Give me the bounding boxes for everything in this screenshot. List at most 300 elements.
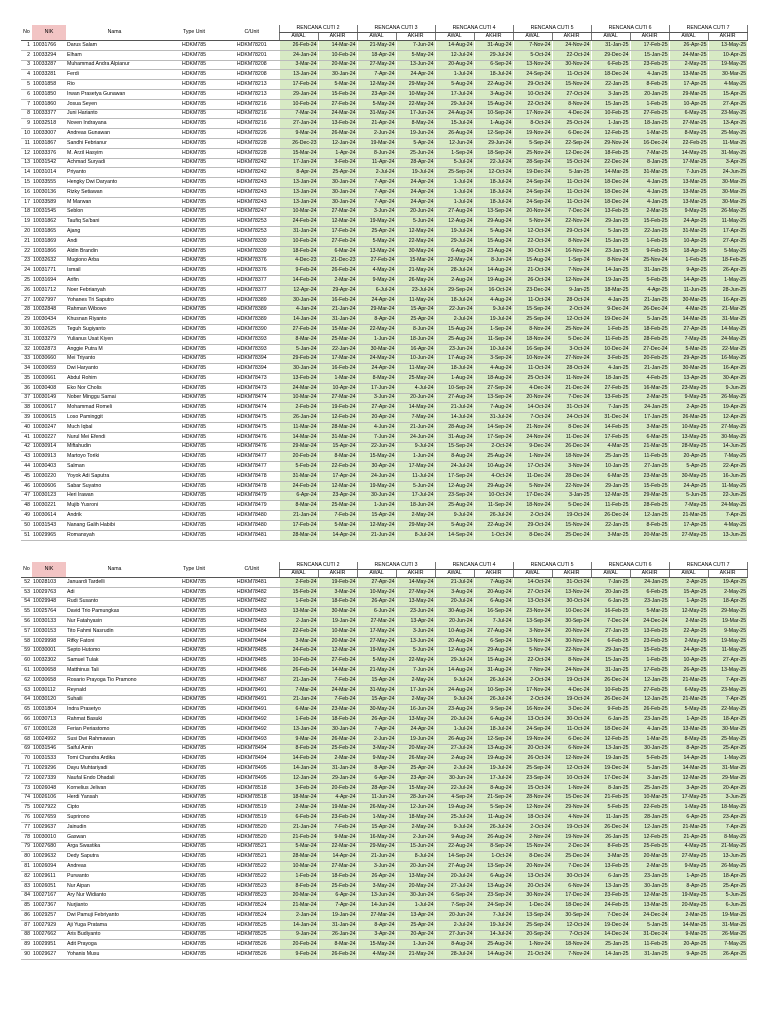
cell-awal-date: 8-Apr-24 bbox=[279, 168, 318, 178]
cell-akhir-date: 15-Aug-24 bbox=[474, 99, 513, 109]
cell-awal-date: 2-Feb-24 bbox=[279, 578, 318, 588]
cell-akhir-date: 26-Apr-25 bbox=[708, 950, 747, 960]
cell-awal-date: 3-Aug-24 bbox=[435, 587, 474, 597]
cell-awal-date: 9-May-25 bbox=[669, 393, 708, 403]
cell-awal-date: 9-Apr-25 bbox=[669, 950, 708, 960]
cell-akhir-date: 12-Nov-24 bbox=[552, 754, 591, 764]
table-row bbox=[21, 246, 747, 256]
cell-akhir-date: 11-Sep-24 bbox=[474, 334, 513, 344]
col-akhir: AKHIR bbox=[708, 570, 747, 578]
cell-no: 85 bbox=[21, 901, 32, 911]
cell-akhir-date: 25-Jun-24 bbox=[396, 148, 435, 158]
cell-nik: 10030247 bbox=[32, 423, 66, 433]
cell-akhir-date: 30-May-24 bbox=[396, 246, 435, 256]
cell-type-unit: HDKM785 bbox=[163, 578, 225, 588]
table-row bbox=[21, 442, 747, 452]
col-no: No bbox=[21, 562, 32, 578]
table-row bbox=[21, 89, 747, 99]
cell-akhir-date: 7-Apr-24 bbox=[318, 901, 357, 911]
cell-awal-date: 12-Aug-24 bbox=[435, 481, 474, 491]
cell-no: 74 bbox=[21, 793, 32, 803]
cell-awal-date: 18-Jul-24 bbox=[435, 295, 474, 305]
cell-no: 90 bbox=[21, 950, 32, 960]
col-akhir: AKHIR bbox=[552, 33, 591, 41]
cell-akhir-date: 9-Jun-25 bbox=[708, 383, 747, 393]
cell-akhir-date: 26-Mar-25 bbox=[708, 930, 747, 940]
cell-type-unit: HDKM785 bbox=[163, 597, 225, 607]
table-header bbox=[21, 562, 747, 578]
cell-type-unit: HDKM785 bbox=[163, 295, 225, 305]
cell-nik: 10033294 bbox=[32, 50, 66, 60]
col-akhir: AKHIR bbox=[630, 33, 669, 41]
cell-akhir-date: 24-Apr-24 bbox=[396, 187, 435, 197]
cell-akhir-date: 29-Aug-24 bbox=[474, 481, 513, 491]
cell-akhir-date: 11-Oct-24 bbox=[552, 178, 591, 188]
cell-awal-date: 30-Jun-24 bbox=[435, 773, 474, 783]
table-row bbox=[21, 511, 747, 521]
cell-awal-date: 6-Jan-25 bbox=[591, 715, 630, 725]
cell-awal-date: 18-Feb-25 bbox=[591, 148, 630, 158]
cell-awal-date: 6-May-25 bbox=[669, 109, 708, 119]
cell-awal-date: 4-Jan-24 bbox=[279, 305, 318, 315]
cell-c-unit: HDKM78377 bbox=[225, 285, 279, 295]
table-row bbox=[21, 158, 747, 168]
cell-awal-date: 24-Apr-25 bbox=[669, 217, 708, 227]
cell-akhir-date: 20-Mar-25 bbox=[630, 852, 669, 862]
cell-akhir-date: 17-Mar-24 bbox=[318, 354, 357, 364]
cell-nama: Rosario Prayoga Tio Pramono bbox=[66, 675, 163, 685]
cell-akhir-date: 12-Jan-25 bbox=[630, 675, 669, 685]
cell-no: 33 bbox=[21, 354, 32, 364]
cell-nama: Aji Yuga Pratama bbox=[66, 920, 163, 930]
cell-akhir-date: 22-Feb-24 bbox=[318, 462, 357, 472]
cell-awal-date: 21-Jul-24 bbox=[435, 578, 474, 588]
cell-awal-date: 15-Apr-25 bbox=[669, 587, 708, 597]
cell-akhir-date: 7-Feb-24 bbox=[318, 822, 357, 832]
col-group-cuti-2: RENCANA CUTI 2 bbox=[279, 562, 357, 570]
cell-awal-date: 28-Aug-24 bbox=[435, 423, 474, 433]
cell-akhir-date: 21-Jun-24 bbox=[396, 423, 435, 433]
cell-akhir-date: 25-Nov-24 bbox=[630, 256, 669, 266]
cell-awal-date: 18-Mar-24 bbox=[279, 793, 318, 803]
cell-akhir-date: 18-Nov-24 bbox=[552, 452, 591, 462]
cell-awal-date: 7-Apr-24 bbox=[357, 197, 396, 207]
cell-akhir-date: 10-Sep-24 bbox=[474, 109, 513, 119]
cell-akhir-date: 26-Jan-24 bbox=[318, 930, 357, 940]
cell-akhir-date: 19-Feb-24 bbox=[318, 578, 357, 588]
cell-akhir-date: 28-Feb-25 bbox=[630, 334, 669, 344]
cell-type-unit: HDKM785 bbox=[163, 626, 225, 636]
cell-awal-date: 21-May-24 bbox=[357, 666, 396, 676]
cell-akhir-date: 12-Oct-24 bbox=[552, 315, 591, 325]
cell-akhir-date: 26-Mar-24 bbox=[318, 734, 357, 744]
cell-type-unit: HDKM785 bbox=[163, 364, 225, 374]
cell-awal-date: 6-Mar-25 bbox=[591, 472, 630, 482]
cell-akhir-date: 8-Jan-25 bbox=[630, 158, 669, 168]
cell-type-unit: HDKM785 bbox=[163, 276, 225, 286]
cell-akhir-date: 4-Oct-24 bbox=[474, 472, 513, 482]
cell-nama: Abdul Rohim bbox=[66, 374, 163, 384]
cell-awal-date: 29-Apr-25 bbox=[669, 354, 708, 364]
cell-nik: 10029257 bbox=[32, 911, 66, 921]
col-akhir: AKHIR bbox=[318, 33, 357, 41]
cell-akhir-date: 5-Feb-25 bbox=[630, 276, 669, 286]
cell-nama: Susi Dwi Rahmawan bbox=[66, 734, 163, 744]
cell-awal-date: 29-Jul-24 bbox=[435, 656, 474, 666]
col-group-cuti-4: RENCANA CUTI 4 bbox=[435, 562, 513, 570]
cell-c-unit: HDKM78477 bbox=[225, 452, 279, 462]
cell-type-unit: HDKM785 bbox=[163, 715, 225, 725]
cell-awal-date: 3-Jun-24 bbox=[357, 393, 396, 403]
cell-type-unit: HDKM785 bbox=[163, 754, 225, 764]
cell-akhir-date: 22-Jan-25 bbox=[630, 227, 669, 237]
cell-akhir-date: 23-Feb-25 bbox=[630, 636, 669, 646]
cell-akhir-date: 12-Jan-24 bbox=[318, 138, 357, 148]
cell-nik: 10030001 bbox=[32, 646, 66, 656]
leave-plan-table-part-2 bbox=[21, 562, 747, 960]
cell-akhir-date: 15-Apr-24 bbox=[318, 442, 357, 452]
cell-c-unit: HDKM78484 bbox=[225, 636, 279, 646]
cell-akhir-date: 25-Apr-24 bbox=[318, 168, 357, 178]
cell-nik: 10026094 bbox=[32, 862, 66, 872]
cell-akhir-date: 20-May-24 bbox=[396, 881, 435, 891]
cell-awal-date: 19-May-25 bbox=[669, 891, 708, 901]
cell-awal-date: 14-May-25 bbox=[669, 148, 708, 158]
cell-akhir-date: 22-Jul-24 bbox=[474, 158, 513, 168]
cell-awal-date: 29-Jul-24 bbox=[435, 236, 474, 246]
cell-c-unit: HDKM78486 bbox=[225, 666, 279, 676]
cell-nik: 10032302 bbox=[32, 656, 66, 666]
col-group-cuti-3: RENCANA CUTI 3 bbox=[357, 25, 435, 33]
cell-nama: Sandhi Febrianur bbox=[66, 138, 163, 148]
cell-akhir-date: 22-May-25 bbox=[708, 705, 747, 715]
cell-awal-date: 31-Jan-24 bbox=[279, 227, 318, 237]
cell-awal-date: 15-May-24 bbox=[357, 940, 396, 950]
cell-type-unit: HDKM785 bbox=[163, 530, 225, 540]
cell-type-unit: HDKM785 bbox=[163, 773, 225, 783]
cell-akhir-date: 3-Mar-25 bbox=[630, 423, 669, 433]
cell-akhir-date: 19-Jul-24 bbox=[474, 764, 513, 774]
cell-akhir-date: 22-May-24 bbox=[396, 236, 435, 246]
cell-nama: Juni Harianto bbox=[66, 109, 163, 119]
cell-akhir-date: 28-Apr-24 bbox=[396, 158, 435, 168]
cell-akhir-date: 10-Dec-24 bbox=[552, 607, 591, 617]
cell-no: 5 bbox=[21, 80, 32, 90]
cell-akhir-date: 25-Mar-24 bbox=[318, 334, 357, 344]
cell-awal-date: 12-Jul-24 bbox=[435, 50, 474, 60]
cell-no: 50 bbox=[21, 521, 32, 531]
cell-no: 15 bbox=[21, 178, 32, 188]
cell-awal-date: 2-Nov-24 bbox=[513, 832, 552, 842]
cell-awal-date: 12-May-24 bbox=[357, 80, 396, 90]
cell-awal-date: 31-May-24 bbox=[357, 685, 396, 695]
cell-awal-date: 24-Feb-24 bbox=[279, 646, 318, 656]
cell-awal-date: 10-Feb-24 bbox=[279, 656, 318, 666]
table-row bbox=[21, 374, 747, 384]
cell-awal-date: 19-Mar-24 bbox=[357, 138, 396, 148]
table-row bbox=[21, 80, 747, 90]
cell-akhir-date: 22-Jan-24 bbox=[318, 344, 357, 354]
cell-awal-date: 15-Jul-24 bbox=[435, 119, 474, 129]
cell-nik: 10030010 bbox=[32, 832, 66, 842]
cell-nik: 10031858 bbox=[32, 80, 66, 90]
cell-awal-date: 10-Dec-24 bbox=[591, 344, 630, 354]
cell-awal-date: 14-Feb-24 bbox=[279, 276, 318, 286]
cell-no: 87 bbox=[21, 920, 32, 930]
cell-awal-date: 21-Nov-24 bbox=[513, 423, 552, 433]
cell-akhir-date: 29-May-24 bbox=[396, 521, 435, 531]
cell-awal-date: 22-Jun-24 bbox=[357, 442, 396, 452]
cell-akhir-date: 26-Jul-24 bbox=[474, 822, 513, 832]
cell-akhir-date: 23-Mar-24 bbox=[318, 705, 357, 715]
cell-awal-date: 17-Dec-24 bbox=[513, 491, 552, 501]
cell-nik: 10030403 bbox=[32, 462, 66, 472]
cell-awal-date: 30-Jan-24 bbox=[279, 295, 318, 305]
cell-akhir-date: 16-Jun-24 bbox=[396, 705, 435, 715]
table-row bbox=[21, 129, 747, 139]
cell-akhir-date: 4-Feb-25 bbox=[630, 374, 669, 384]
cell-c-unit: HDKM78485 bbox=[225, 656, 279, 666]
cell-no: 38 bbox=[21, 403, 32, 413]
table-row bbox=[21, 734, 747, 744]
table-row bbox=[21, 675, 747, 685]
cell-awal-date: 19-May-24 bbox=[357, 217, 396, 227]
cell-akhir-date: 18-Feb-24 bbox=[318, 597, 357, 607]
cell-awal-date: 25-Sep-24 bbox=[513, 315, 552, 325]
cell-no: 76 bbox=[21, 813, 32, 823]
cell-akhir-date: 13-Feb-24 bbox=[318, 119, 357, 129]
cell-akhir-date: 17-Dec-24 bbox=[552, 891, 591, 901]
cell-awal-date: 27-Aug-24 bbox=[435, 393, 474, 403]
table-row bbox=[21, 950, 747, 960]
cell-akhir-date: 25-Dec-24 bbox=[552, 852, 591, 862]
cell-c-unit: HDKM78473 bbox=[225, 383, 279, 393]
cell-nik: 10030658 bbox=[32, 666, 66, 676]
cell-akhir-date: 2-May-24 bbox=[396, 675, 435, 685]
cell-akhir-date: 30-Nov-24 bbox=[552, 636, 591, 646]
cell-nik: 10031771 bbox=[32, 266, 66, 276]
cell-akhir-date: 23-Apr-24 bbox=[396, 773, 435, 783]
cell-akhir-date: 15-Feb-25 bbox=[630, 217, 669, 227]
cell-akhir-date: 18-Dec-24 bbox=[552, 901, 591, 911]
col-group-cuti-2: RENCANA CUTI 2 bbox=[279, 25, 357, 33]
cell-nama: Adit Prayoga bbox=[66, 940, 163, 950]
cell-akhir-date: 19-Jul-24 bbox=[396, 168, 435, 178]
cell-c-unit: HDKM78526 bbox=[225, 940, 279, 950]
cell-awal-date: 1-Jun-24 bbox=[357, 334, 396, 344]
cell-type-unit: HDKM785 bbox=[163, 940, 225, 950]
cell-awal-date: 2-Oct-24 bbox=[513, 695, 552, 705]
cell-akhir-date: 22-May-24 bbox=[396, 656, 435, 666]
cell-awal-date: 4-Dec-24 bbox=[513, 383, 552, 393]
cell-awal-date: 29-Jan-25 bbox=[591, 481, 630, 491]
cell-awal-date: 10-May-24 bbox=[357, 587, 396, 597]
cell-awal-date: 9-Dec-24 bbox=[591, 305, 630, 315]
cell-c-unit: HDKM78473 bbox=[225, 374, 279, 384]
cell-awal-date: 2-Jul-24 bbox=[435, 764, 474, 774]
cell-type-unit: HDKM785 bbox=[163, 423, 225, 433]
cell-akhir-date: 27-Feb-24 bbox=[318, 236, 357, 246]
cell-akhir-date: 30-Mar-25 bbox=[708, 187, 747, 197]
cell-awal-date: 25-Jul-24 bbox=[435, 813, 474, 823]
cell-no: 67 bbox=[21, 724, 32, 734]
col-akhir: AKHIR bbox=[396, 33, 435, 41]
cell-type-unit: HDKM785 bbox=[163, 813, 225, 823]
cell-akhir-date: 1-Jul-24 bbox=[396, 901, 435, 911]
table-row bbox=[21, 178, 747, 188]
cell-awal-date: 8-Oct-24 bbox=[513, 119, 552, 129]
cell-awal-date: 4-May-24 bbox=[357, 950, 396, 960]
cell-akhir-date: 22-Nov-24 bbox=[552, 646, 591, 656]
table-row bbox=[21, 617, 747, 627]
cell-awal-date: 7-May-25 bbox=[669, 501, 708, 511]
cell-nama: Indra Prasetyo bbox=[66, 705, 163, 715]
cell-awal-date: 3-Mar-25 bbox=[591, 530, 630, 540]
cell-akhir-date: 1-Feb-25 bbox=[630, 99, 669, 109]
cell-awal-date: 3-Nov-24 bbox=[513, 626, 552, 636]
cell-c-unit: HDKM78201 bbox=[225, 50, 279, 60]
cell-akhir-date: 20-Feb-24 bbox=[318, 783, 357, 793]
cell-akhir-date: 19-Mar-24 bbox=[318, 803, 357, 813]
cell-akhir-date: 25-Aug-24 bbox=[474, 940, 513, 950]
cell-akhir-date: 29-May-25 bbox=[708, 607, 747, 617]
cell-no: 82 bbox=[21, 871, 32, 881]
cell-nama: Elham bbox=[66, 50, 163, 60]
cell-awal-date: 28-Sep-24 bbox=[513, 158, 552, 168]
cell-c-unit: HDKM78524 bbox=[225, 901, 279, 911]
cell-nama: Sabar Suyatno bbox=[66, 481, 163, 491]
cell-no: 69 bbox=[21, 744, 32, 754]
cell-awal-date: 14-Mar-25 bbox=[669, 920, 708, 930]
cell-awal-date: 20-Oct-24 bbox=[513, 744, 552, 754]
cell-nik: 10033007 bbox=[32, 129, 66, 139]
table-row bbox=[21, 70, 747, 80]
cell-akhir-date: 30-Sep-24 bbox=[552, 911, 591, 921]
cell-nama: Andrik bbox=[66, 511, 163, 521]
cell-akhir-date: 27-Feb-25 bbox=[630, 685, 669, 695]
table-row bbox=[21, 521, 747, 531]
cell-type-unit: HDKM785 bbox=[163, 138, 225, 148]
cell-awal-date: 14-Jan-25 bbox=[591, 266, 630, 276]
cell-awal-date: 10-Oct-24 bbox=[513, 89, 552, 99]
cell-akhir-date: 17-Feb-25 bbox=[630, 41, 669, 51]
cell-nik: 10030149 bbox=[32, 393, 66, 403]
cell-awal-date: 14-Dec-24 bbox=[591, 930, 630, 940]
cell-awal-date: 5-May-24 bbox=[357, 236, 396, 246]
col-akhir: AKHIR bbox=[318, 570, 357, 578]
col-nama: Nama bbox=[66, 25, 163, 41]
cell-awal-date: 2-Oct-24 bbox=[513, 822, 552, 832]
cell-awal-date: 6-Jan-25 bbox=[591, 871, 630, 881]
cell-c-unit: HDKM78518 bbox=[225, 783, 279, 793]
cell-type-unit: HDKM785 bbox=[163, 227, 225, 237]
cell-type-unit: HDKM785 bbox=[163, 344, 225, 354]
cell-awal-date: 27-Jan-25 bbox=[591, 626, 630, 636]
cell-akhir-date: 27-Mar-24 bbox=[318, 393, 357, 403]
cell-awal-date: 9-Feb-25 bbox=[591, 705, 630, 715]
col-nama: Nama bbox=[66, 562, 163, 578]
cell-awal-date: 10-Aug-24 bbox=[435, 626, 474, 636]
cell-nama: Dayu Muhtariyadi bbox=[66, 764, 163, 774]
cell-c-unit: HDKM78491 bbox=[225, 695, 279, 705]
cell-akhir-date: 21-Dec-24 bbox=[552, 383, 591, 393]
cell-akhir-date: 1-Mar-25 bbox=[630, 129, 669, 139]
cell-akhir-date: 3-Oct-24 bbox=[552, 344, 591, 354]
cell-awal-date: 8-Apr-24 bbox=[357, 920, 396, 930]
cell-awal-date: 19-Dec-24 bbox=[591, 920, 630, 930]
cell-awal-date: 14-Feb-24 bbox=[279, 754, 318, 764]
cell-akhir-date: 24-Apr-24 bbox=[396, 70, 435, 80]
col-awal: AWAL bbox=[513, 570, 552, 578]
cell-awal-date: 27-Jul-24 bbox=[435, 881, 474, 891]
cell-no: 56 bbox=[21, 617, 32, 627]
cell-akhir-date: 19-Oct-24 bbox=[552, 511, 591, 521]
cell-akhir-date: 31-Mar-25 bbox=[708, 764, 747, 774]
table-row bbox=[21, 393, 747, 403]
cell-type-unit: HDKM785 bbox=[163, 158, 225, 168]
cell-type-unit: HDKM785 bbox=[163, 852, 225, 862]
cell-c-unit: HDKM78201 bbox=[225, 41, 279, 51]
cell-awal-date: 5-Jul-24 bbox=[435, 158, 474, 168]
cell-akhir-date: 7-Aug-24 bbox=[474, 403, 513, 413]
cell-awal-date: 20-Jul-24 bbox=[435, 597, 474, 607]
cell-akhir-date: 23-Jan-25 bbox=[630, 715, 669, 725]
cell-c-unit: HDKM78519 bbox=[225, 803, 279, 813]
cell-nama: Romansyah bbox=[66, 530, 163, 540]
cell-akhir-date: 24-Jun-24 bbox=[396, 432, 435, 442]
cell-akhir-date: 12-Jan-25 bbox=[630, 822, 669, 832]
cell-akhir-date: 2-Jun-24 bbox=[396, 832, 435, 842]
cell-akhir-date: 19-Jun-24 bbox=[396, 129, 435, 139]
col-group-cuti-5: RENCANA CUTI 5 bbox=[513, 25, 591, 33]
cell-awal-date: 7-Apr-24 bbox=[357, 70, 396, 80]
cell-type-unit: HDKM785 bbox=[163, 452, 225, 462]
cell-awal-date: 17-May-25 bbox=[669, 793, 708, 803]
cell-no: 36 bbox=[21, 383, 32, 393]
cell-nama: Herdi Yansah bbox=[66, 793, 163, 803]
cell-awal-date: 15-Jan-25 bbox=[591, 236, 630, 246]
cell-akhir-date: 10-Mar-25 bbox=[630, 793, 669, 803]
cell-akhir-date: 5-Mar-24 bbox=[318, 521, 357, 531]
cell-nama: Noer Febrianyah bbox=[66, 285, 163, 295]
cell-awal-date: 1-Jul-24 bbox=[435, 197, 474, 207]
cell-no: 77 bbox=[21, 822, 32, 832]
cell-awal-date: 19-Nov-24 bbox=[513, 734, 552, 744]
cell-akhir-date: 30-Jan-25 bbox=[630, 881, 669, 891]
col-awal: AWAL bbox=[357, 33, 396, 41]
cell-akhir-date: 28-Jun-24 bbox=[396, 793, 435, 803]
cell-akhir-date: 19-Jan-24 bbox=[318, 911, 357, 921]
cell-type-unit: HDKM785 bbox=[163, 783, 225, 793]
cell-akhir-date: 6-Sep-24 bbox=[474, 60, 513, 70]
cell-awal-date: 10-Apr-25 bbox=[669, 656, 708, 666]
cell-type-unit: HDKM785 bbox=[163, 246, 225, 256]
cell-akhir-date: 15-Dec-24 bbox=[552, 793, 591, 803]
cell-awal-date: 8-Jan-25 bbox=[591, 783, 630, 793]
cell-akhir-date: 11-May-25 bbox=[708, 646, 747, 656]
cell-akhir-date: 17-Jul-24 bbox=[474, 773, 513, 783]
cell-no: 83 bbox=[21, 881, 32, 891]
col-awal: AWAL bbox=[279, 33, 318, 41]
col-awal: AWAL bbox=[513, 33, 552, 41]
cell-no: 75 bbox=[21, 803, 32, 813]
cell-c-unit: HDKM78492 bbox=[225, 724, 279, 734]
cell-akhir-date: 16-Nov-24 bbox=[552, 246, 591, 256]
cell-no: 7 bbox=[21, 99, 32, 109]
cell-akhir-date: 18-Apr-25 bbox=[708, 597, 747, 607]
cell-akhir-date: 4-May-25 bbox=[708, 80, 747, 90]
cell-c-unit: HDKM78487 bbox=[225, 675, 279, 685]
